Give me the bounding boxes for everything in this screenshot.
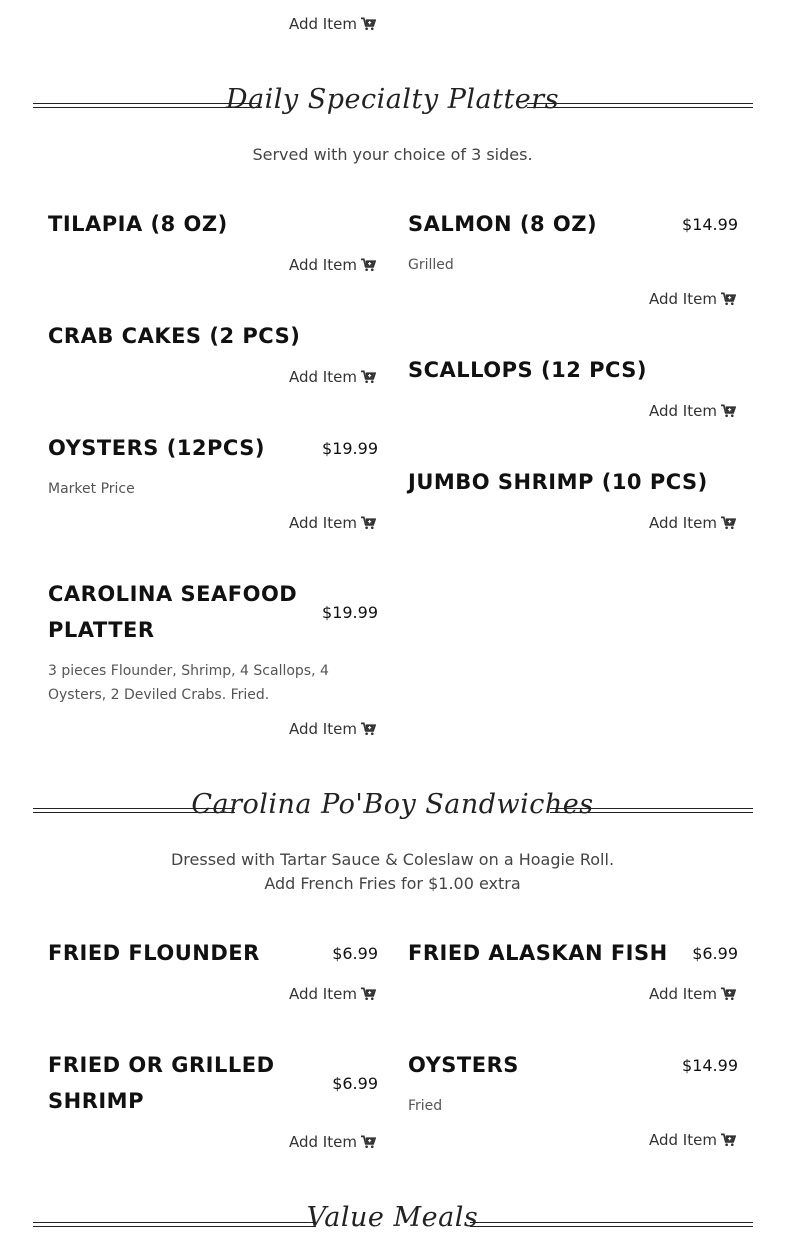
- add-item-label: Add Item: [289, 368, 357, 386]
- cart-plus-icon: [361, 1135, 376, 1149]
- section-title-platters: Daily Specialty Platters: [225, 84, 560, 115]
- cart-plus-icon: [361, 516, 376, 530]
- menu-item-price: $19.99: [322, 439, 378, 458]
- add-item-button[interactable]: [289, 1133, 376, 1151]
- add-item-button[interactable]: [289, 368, 376, 386]
- menu-item-price: $6.99: [692, 944, 738, 963]
- cart-plus-icon: [361, 17, 376, 31]
- cart-plus-icon: [361, 370, 376, 384]
- add-item-button[interactable]: [649, 402, 736, 420]
- add-item-label: Add Item: [289, 514, 357, 532]
- add-item-label: Add Item: [289, 256, 357, 274]
- menu-item-name: SALMON (8 OZ): [408, 212, 598, 236]
- cart-plus-icon: [721, 1133, 736, 1147]
- menu-item-price: $19.99: [322, 603, 378, 622]
- add-item-label: Add Item: [289, 985, 357, 1003]
- menu-item-name-continued: PLATTER: [48, 618, 155, 642]
- section-description-continued: Add French Fries for $1.00 extra: [264, 874, 521, 893]
- menu-item-name: SCALLOPS (12 PCS): [408, 358, 648, 382]
- menu-item-price: $14.99: [682, 1056, 738, 1075]
- section-title-value-meals: Value Meals: [306, 1202, 479, 1233]
- add-item-label: Add Item: [649, 514, 717, 532]
- menu-item-name: TILAPIA (8 OZ): [48, 212, 228, 236]
- add-item-button[interactable]: [649, 985, 736, 1003]
- menu-item-price: $6.99: [332, 944, 378, 963]
- menu-item-description-continued: Oysters, 2 Deviled Crabs. Fried.: [48, 687, 270, 703]
- add-item-label: Add Item: [649, 985, 717, 1003]
- menu-item-price: $6.99: [332, 1074, 378, 1093]
- add-item-button[interactable]: [649, 1131, 736, 1149]
- add-item-label: Add Item: [289, 1133, 357, 1151]
- add-item-label: Add Item: [649, 402, 717, 420]
- add-item-button[interactable]: [289, 15, 376, 33]
- section-description: Dressed with Tartar Sauce & Coleslaw on a Hoagie Roll.: [170, 850, 615, 869]
- add-item-button[interactable]: [289, 256, 376, 274]
- cart-plus-icon: [361, 722, 376, 736]
- add-item-label: Add Item: [649, 1131, 717, 1149]
- menu-item-description: Market Price: [48, 481, 135, 497]
- menu-item-description: 3 pieces Flounder, Shrimp, 4 Scallops, 4: [48, 663, 329, 679]
- add-item-button[interactable]: [649, 290, 736, 308]
- cart-plus-icon: [721, 516, 736, 530]
- cart-plus-icon: [361, 258, 376, 272]
- menu-item-name-continued: SHRIMP: [48, 1089, 144, 1113]
- cart-plus-icon: [721, 292, 736, 306]
- add-item-label: Add Item: [289, 15, 357, 33]
- add-item-label: Add Item: [649, 290, 717, 308]
- menu-item-name: JUMBO SHRIMP (10 PCS): [408, 470, 708, 494]
- section-description: Served with your choice of 3 sides.: [252, 145, 533, 164]
- add-item-button[interactable]: [289, 720, 376, 738]
- menu-item-name: CAROLINA SEAFOOD: [48, 582, 298, 606]
- add-item-button[interactable]: [289, 985, 376, 1003]
- menu-item-price: $14.99: [682, 215, 738, 234]
- menu-item-description: Grilled: [408, 257, 454, 273]
- cart-plus-icon: [361, 987, 376, 1001]
- cart-plus-icon: [721, 987, 736, 1001]
- cart-plus-icon: [721, 404, 736, 418]
- menu-item-description: Fried: [408, 1098, 443, 1114]
- menu-item-name: OYSTERS (12PCS): [48, 436, 265, 460]
- add-item-button[interactable]: [289, 514, 376, 532]
- menu-item-name: FRIED OR GRILLED: [48, 1053, 275, 1077]
- add-item-button[interactable]: [649, 514, 736, 532]
- menu-item-name: OYSTERS: [408, 1053, 519, 1077]
- menu-item-name: FRIED FLOUNDER: [48, 941, 260, 965]
- menu-item-name: CRAB CAKES (2 PCS): [48, 324, 301, 348]
- section-title-poboy: Carolina Po'Boy Sandwiches: [191, 789, 594, 820]
- add-item-label: Add Item: [289, 720, 357, 738]
- menu-item-name: FRIED ALASKAN FISH: [408, 941, 668, 965]
